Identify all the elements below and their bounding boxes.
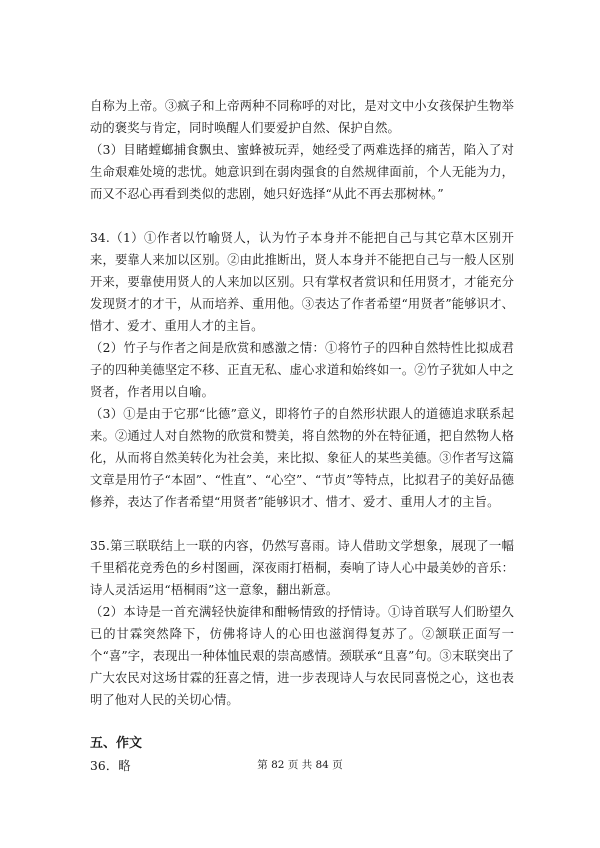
page-number-footer: 第 82 页 共 84 页 <box>257 759 343 771</box>
spacer <box>90 711 514 733</box>
answer-34-3: （3）①是由于它那“比德”意义，即将竹子的自然形状跟人的道德追求联系起来。②通过人对自然物的欣赏和赞美，将自然物的外在特征通，把自然物人格化，从而将自然美转化为社会美，来比拟、象征人的某些美德。③作者写这篇文章是用竹子“本固”、“性直”、“心空”、“节贞”等特点，比拟君子的美好品德修养，表达了作者希望“用贤者”能够识才、惜才、爱才、重用人才的主旨。 <box>90 407 514 509</box>
answer-34-2: （2）竹子与作者之间是欣赏和感激之情：①将竹子的四种自然特性比拟成君子的四种美德坚定不移、正直无私、虚心求道和始终如一。②竹子犹如人中之贤者，作者用以自喻。 <box>90 341 514 399</box>
section-heading: 五、作文 <box>90 736 143 751</box>
answer-33-3: （3）目睹螳螂捕食飘虫、蜜蜂被玩弄，她经受了两难选择的痛苦，陷入了对生命艰难处境的悲忧。她意识到在弱肉强食的自然规律面前，个人无能为力，而又不忍心再看到类似的悲剧，她只好选择“从此不再去那树林。” <box>90 143 514 201</box>
spacer <box>90 205 514 227</box>
answer-36: 36．略 <box>90 759 131 773</box>
answer-35-2: （2）本诗是一首充满轻快旋律和酣畅情致的抒情诗。①诗首联写人们盼望久已的甘霖突然降下，仿佛将诗人的心田也滋润得复苏了。②颔联正面写一个“喜”字，表现出一种体恤民艰的崇高感情。颈联承“且喜”句。③末联突出了广大农民对这场甘霖的狂喜之情，进一步表现诗人与农民同喜悦之心，这也表明了他对人民的关切心情。 <box>90 605 514 707</box>
page-content <box>90 95 514 777</box>
answer-35-1: 35.第三联联结上一联的内容，仍然写喜雨。诗人借助文学想象，展现了一幅千里稻花竞秀色的乡村图画，深夜雨打梧桐，奏响了诗人心中最美妙的音乐：诗人灵活运用“梧桐雨”这一意象，翻出新意。 <box>90 539 514 597</box>
answer-34-1: 34.（1）①作者以竹喻贤人，认为竹子本身并不能把自己与其它草木区别开来，要靠人来加以区别。②由此推断出，贤人本身并不能把自己与一般人区别开来，要靠使用贤人的人来加以区别。只有掌权者赏识和任用贤才，才能充分发现贤才的才干，从而培养、重用他。③表达了作者希望“用贤者”能够识才、惜才、爱才、重用人才的主旨。 <box>90 231 514 333</box>
spacer <box>90 513 514 535</box>
paragraph-continuation: 自称为上帝。③疯子和上帝两种不同称呼的对比，是对文中小女孩保护生物举动的褒奖与肯定，同时唤醒人们要爱护自然、保护自然。 <box>90 99 514 135</box>
